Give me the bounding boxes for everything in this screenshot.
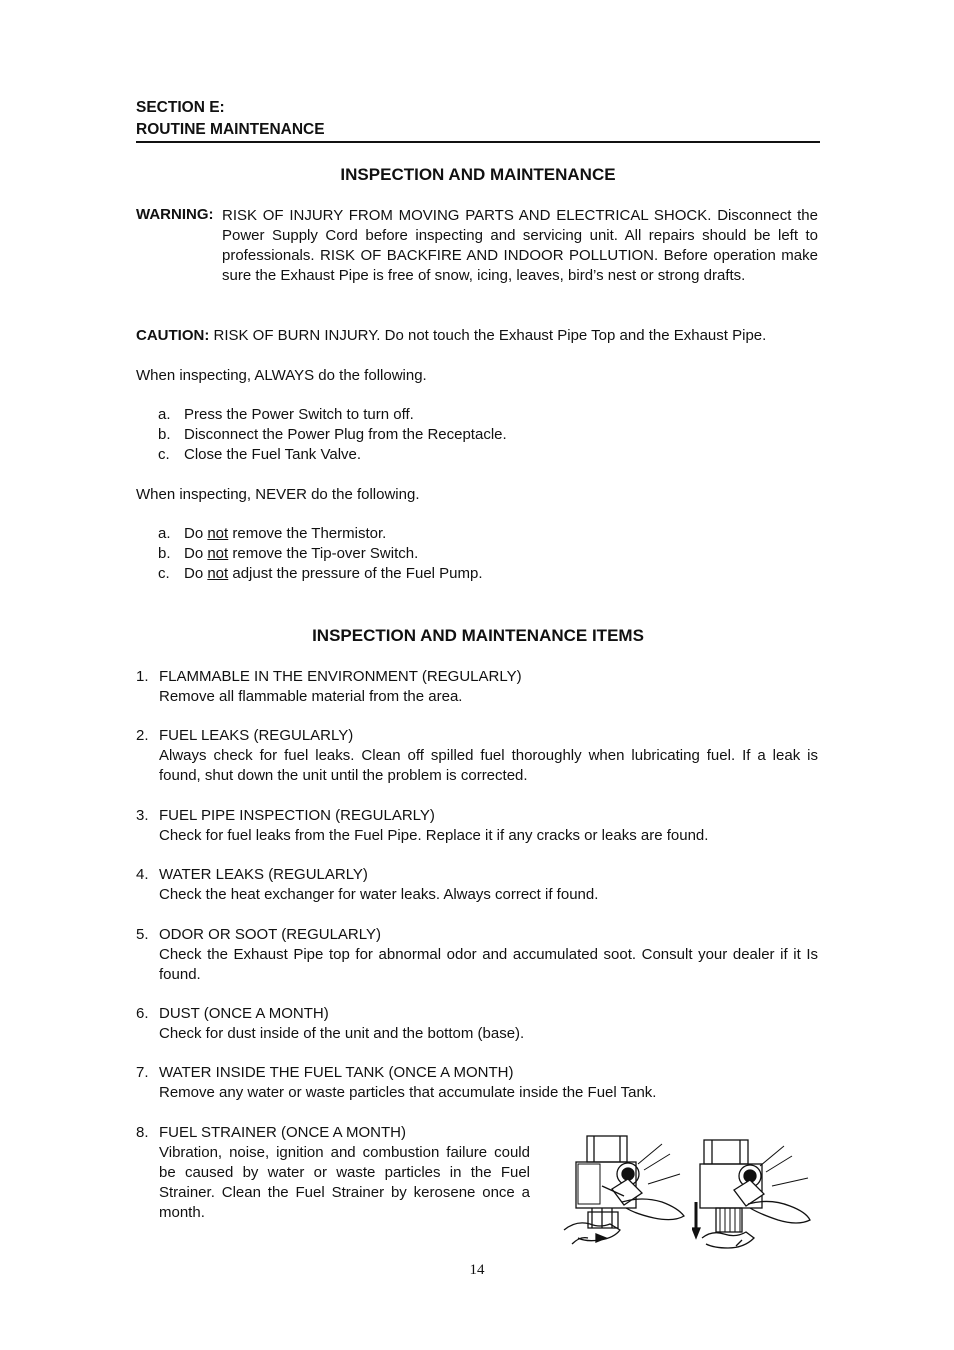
list-text: Do not adjust the pressure of the Fuel Pump. (184, 565, 483, 582)
caution-label: CAUTION: (136, 327, 210, 344)
item-title: FLAMMABLE IN THE ENVIRONMENT (REGULARLY) (159, 668, 522, 685)
item-title: DUST (ONCE A MONTH) (159, 1005, 329, 1022)
warning-text: RISK OF INJURY FROM MOVING PARTS AND ELECTRICAL SHOCK. Disconnect the Power Supply Cord before inspecting and servicing unit. All repairs should be left to professionals. RISK OF BACKFIRE AND INDOOR POLLUTION. Before operation make sure the Exhaust Pipe is free of snow, icing, leaves, bird’s nest or strong drafts. (222, 207, 818, 284)
section-title: ROUTINE MAINTENANCE (136, 121, 325, 138)
section-label: SECTION E: (136, 99, 225, 116)
item-title: ODOR OR SOOT (REGULARLY) (159, 926, 381, 943)
always-list (158, 405, 507, 465)
list-item (158, 564, 483, 584)
item-body: Always check for fuel leaks. Clean off spilled fuel thoroughly when lubricating fuel. If a leak is found, shut down the unit until the problem is corrected. (159, 747, 818, 784)
item-number: 7. (136, 1064, 149, 1081)
item-number: 2. (136, 727, 149, 744)
item-title: FUEL PIPE INSPECTION (REGULARLY) (159, 807, 435, 824)
list-item (158, 544, 483, 564)
item-body: Vibration, noise, ignition and combustion failure could be caused by water or waste particles in the Fuel Strainer. Clean the Fuel Strainer by kerosene once a month. (159, 1144, 530, 1221)
item-number: 6. (136, 1005, 149, 1022)
item-number: 1. (136, 668, 149, 685)
list-marker: a. (158, 525, 171, 542)
list-marker: b. (158, 545, 171, 562)
list-marker: a. (158, 406, 171, 423)
always-intro: When inspecting, ALWAYS do the following. (136, 367, 427, 384)
section-header (136, 97, 820, 143)
item-body: Check the heat exchanger for water leaks. Always correct if found. (159, 886, 599, 903)
item-title: WATER LEAKS (REGULARLY) (159, 866, 368, 883)
item-body: Check the Exhaust Pipe top for abnormal odor and accumulated soot. Consult your dealer if it Is found. (159, 946, 818, 983)
list-text: Do not remove the Tip-over Switch. (184, 545, 419, 562)
never-intro: When inspecting, NEVER do the following. (136, 486, 420, 503)
never-list (158, 524, 483, 584)
fuel-strainer-pull-down-figure (692, 1138, 814, 1250)
list-marker: b. (158, 426, 171, 443)
list-text: Do not remove the Thermistor. (184, 525, 387, 542)
item-body: Remove all flammable material from the area. (159, 688, 463, 705)
inspection-heading: INSPECTION AND MAINTENANCE (340, 165, 616, 184)
item-number: 4. (136, 866, 149, 883)
caution-line (136, 326, 818, 346)
warning-label: WARNING: (136, 206, 214, 223)
list-marker: c. (158, 446, 170, 463)
list-marker: c. (158, 565, 170, 582)
item-number: 8. (136, 1124, 149, 1141)
list-text: Disconnect the Power Plug from the Receptacle. (184, 426, 507, 443)
list-item (158, 445, 507, 465)
list-text: Close the Fuel Tank Valve. (184, 446, 362, 463)
items-heading: INSPECTION AND MAINTENANCE ITEMS (312, 626, 644, 645)
page-number: 14 (469, 1262, 485, 1278)
item-body: Check for dust inside of the unit and the bottom (base). (159, 1025, 525, 1042)
list-item (158, 524, 483, 544)
item-number: 3. (136, 807, 149, 824)
list-text: Press the Power Switch to turn off. (184, 406, 414, 423)
item-title: FUEL LEAKS (REGULARLY) (159, 727, 354, 744)
item-title: WATER INSIDE THE FUEL TANK (ONCE A MONTH) (159, 1064, 514, 1081)
item-number: 5. (136, 926, 149, 943)
list-item (158, 425, 507, 445)
item-body: Check for fuel leaks from the Fuel Pipe. Replace it if any cracks or leaks are found. (159, 827, 709, 844)
fuel-strainer-removal-figure (562, 1134, 686, 1250)
caution-text: RISK OF BURN INJURY. Do not touch the Exhaust Pipe Top and the Exhaust Pipe. (209, 327, 767, 344)
item-title: FUEL STRAINER (ONCE A MONTH) (159, 1124, 406, 1141)
item-body: Remove any water or waste particles that accumulate inside the Fuel Tank. (159, 1084, 657, 1101)
list-item (158, 405, 507, 425)
